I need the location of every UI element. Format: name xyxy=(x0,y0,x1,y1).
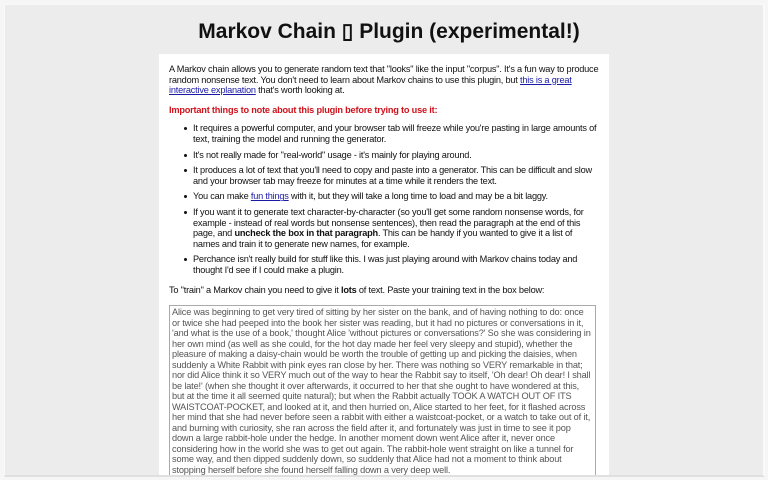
interactive-explanation-link[interactable]: this is a great interactive explanation xyxy=(169,74,572,96)
note-text: with it, but they will take a long time to load and may be a bit laggy. xyxy=(288,191,548,202)
intro-text-end: that's worth looking at. xyxy=(255,85,345,96)
fun-things-link[interactable]: fun things xyxy=(250,191,289,202)
instruction-text: To "train" a Markov chain you need to give it xyxy=(169,284,341,295)
note-text: If you want it to generate text character-by-character (so you'll get some random nonsense words, for example - instead of real words but nonsense sentences), then read the paragraph at the end of this page, and xyxy=(193,206,584,239)
note-item: Perchance isn't really build for stuff like this. I was just playing around with Markov chains today and thought I'd see if I could make a plugin. xyxy=(193,254,599,275)
training-instruction xyxy=(169,285,599,296)
page-frame xyxy=(4,4,765,477)
page-title: Markov Chain ▯ Plugin (experimental!) xyxy=(198,20,580,43)
training-text-input[interactable] xyxy=(169,305,596,477)
notes-list xyxy=(169,123,599,275)
note-text: You can make xyxy=(193,191,251,202)
content-panel xyxy=(159,54,609,477)
note-item xyxy=(193,207,599,249)
note-item xyxy=(193,191,599,202)
note-text: . This can be handy if you wanted to give it a list of names and train it to generate new names, for example. xyxy=(193,228,573,249)
intro-text: A Markov chain allows you to generate random text that "looks" like the input "corpus". It's a fun way to produce random nonsense text. You don't need to learn about Markov chains to use this plugin, but xyxy=(169,64,599,85)
note-item: It's not really made for "real-world" usage - it's mainly for playing around. xyxy=(193,150,599,161)
note-bold-text: uncheck the box in that paragraph xyxy=(234,228,378,239)
instruction-bold: lots xyxy=(340,284,357,295)
intro-paragraph xyxy=(169,64,599,96)
note-item: It produces a lot of text that you'll need to copy and paste into a generator. This can be difficult and slow and your browser tab may freeze for minutes at a time while it renders the text. xyxy=(193,165,599,186)
note-item: It requires a powerful computer, and your browser tab will freeze while you're pasting in large amounts of text, training the model and running the generator. xyxy=(193,123,599,144)
important-heading: Important things to note about this plugin before trying to use it: xyxy=(169,104,438,115)
instruction-text-end: of text. Paste your training text in the box below: xyxy=(356,284,545,295)
